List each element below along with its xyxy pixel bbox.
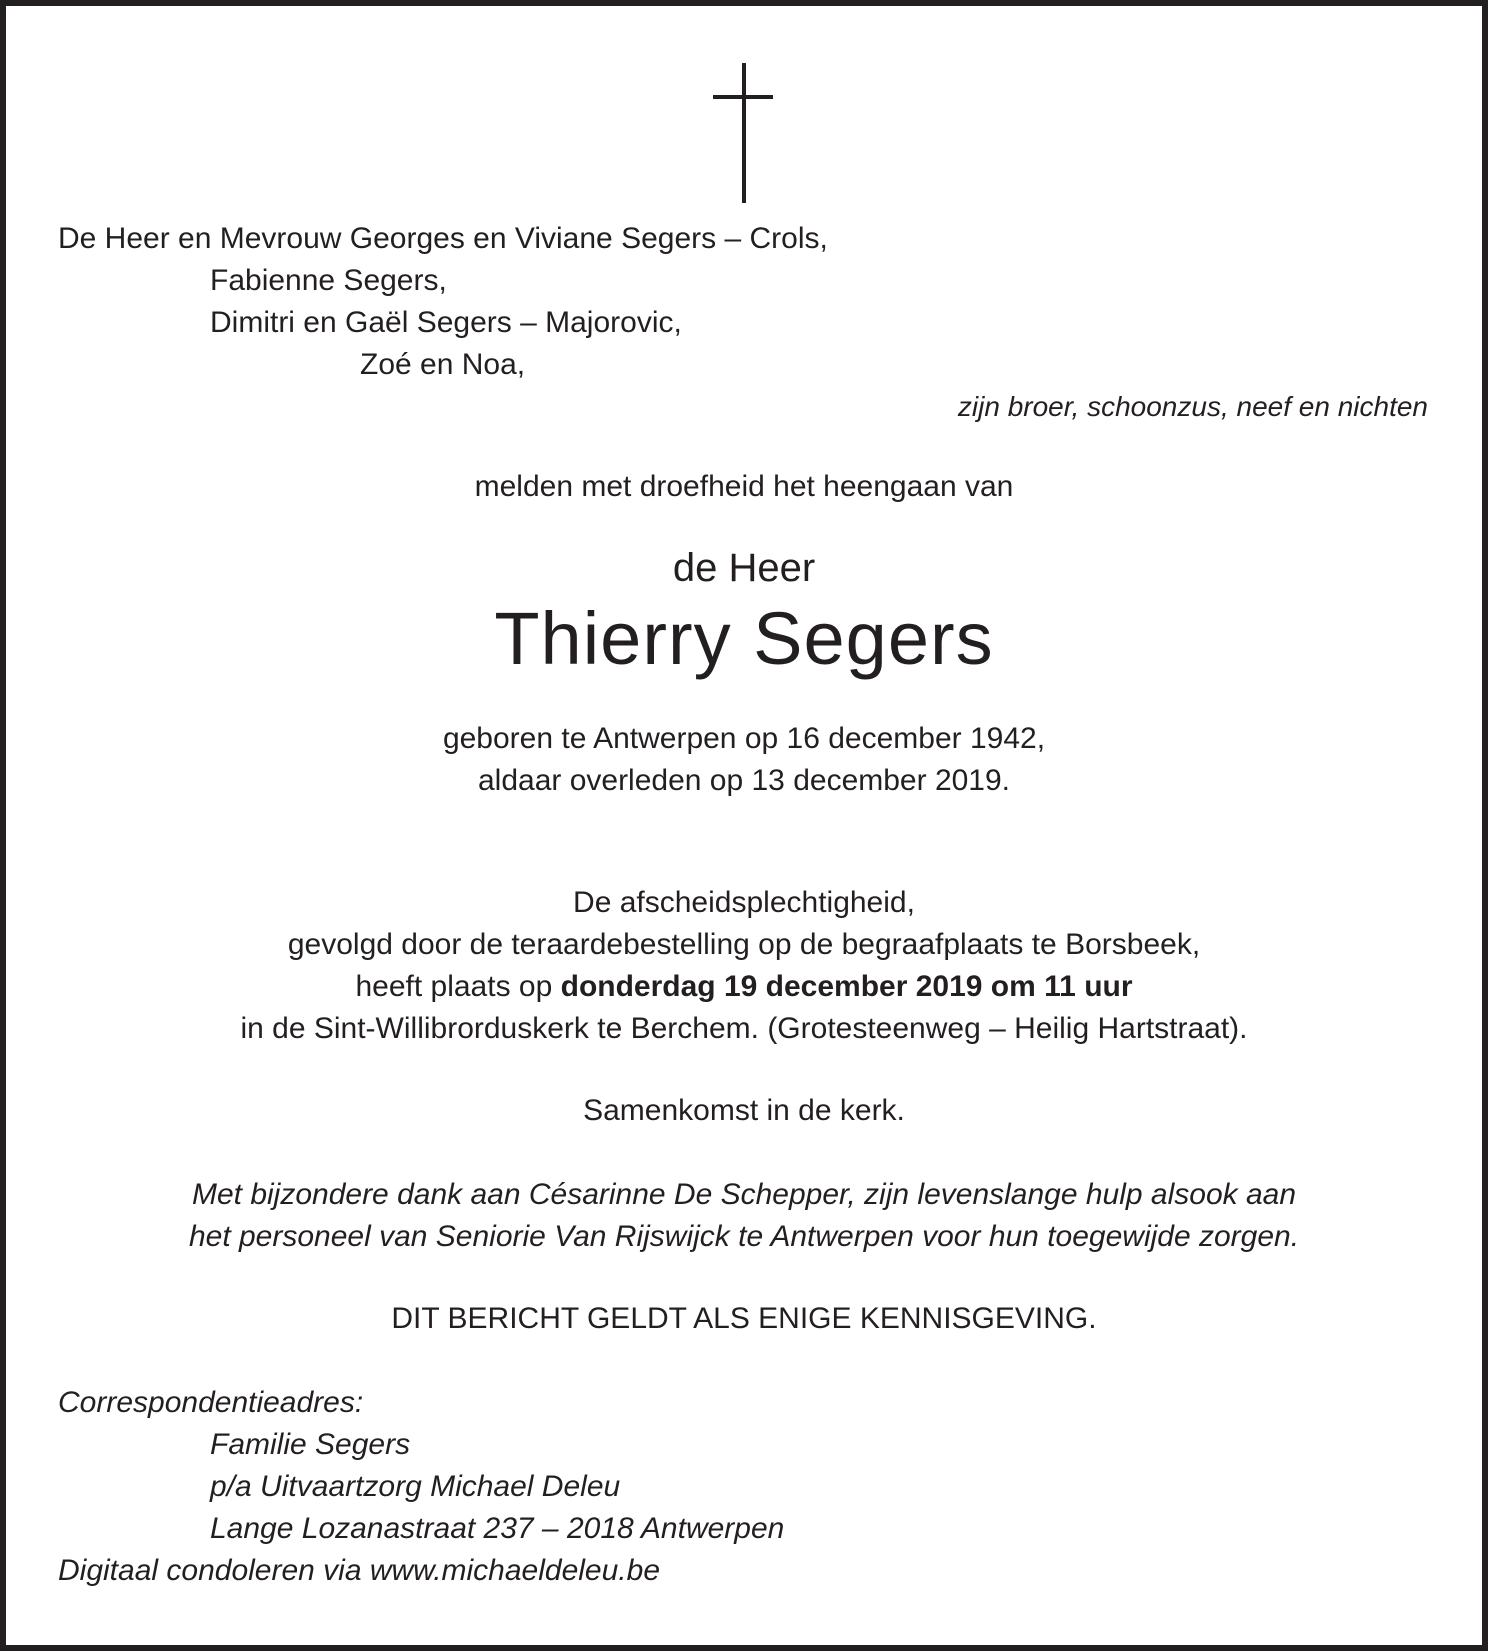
cross-icon — [713, 63, 773, 203]
family-line-4: Zoé en Noa, — [360, 348, 526, 381]
gathering-note: Samenkomst in de kerk. — [583, 1094, 905, 1127]
only-notice: DIT BERICHT GELDT ALS ENIGE KENNISGEVING. — [391, 1302, 1097, 1335]
family-line-3: Dimitri en Gaël Segers – Majorovic, — [210, 306, 682, 339]
deceased-name: Thierry Segers — [494, 597, 994, 680]
online-condolence: Digitaal condoleren via www.michaeldeleu.be — [58, 1554, 661, 1587]
correspondence-line-3: Lange Lozanastraat 237 – 2018 Antwerpen — [210, 1512, 785, 1545]
family-line-1: De Heer en Mevrouw Georges en Viviane Segers – Crols, — [58, 222, 828, 255]
ceremony-line-3 — [0, 967, 1488, 1007]
correspondence-label: Correspondentieadres: — [58, 1386, 364, 1419]
birth-info: geboren te Antwerpen op 16 december 1942, — [442, 722, 1046, 755]
thanks-line-1: Met bijzondere dank aan Césarinne De Schepper, zijn levenslange hulp alsook aan — [191, 1178, 1297, 1211]
ceremony-line-1: De afscheidsplechtigheid, — [573, 886, 915, 919]
thanks-line-2: het personeel van Seniorie Van Rijswijck te Antwerpen voor hun toegewijde zorgen. — [188, 1220, 1300, 1253]
ceremony-date-prefix: heeft plaats op — [355, 970, 561, 1003]
family-line-2: Fabienne Segers, — [210, 264, 447, 297]
ceremony-line-2: gevolgd door de teraardebestelling op de begraafplaats te Borsbeek, — [287, 928, 1201, 961]
ceremony-line-4: in de Sint-Willibrorduskerk te Berchem. (Grotesteenweg – Heilig Hartstraat). — [240, 1012, 1248, 1045]
announcement: melden met droefheid het heengaan van — [474, 470, 1014, 503]
deceased-title: de Heer — [672, 546, 816, 590]
correspondence-line-1: Familie Segers — [210, 1428, 411, 1461]
family-relation: zijn broer, schoonzus, neef en nichten — [957, 391, 1428, 422]
correspondence-line-2: p/a Uitvaartzorg Michael Deleu — [210, 1470, 621, 1503]
ceremony-date: donderdag 19 december 2019 om 11 uur — [560, 970, 1133, 1003]
death-info: aldaar overleden op 13 december 2019. — [477, 764, 1011, 797]
